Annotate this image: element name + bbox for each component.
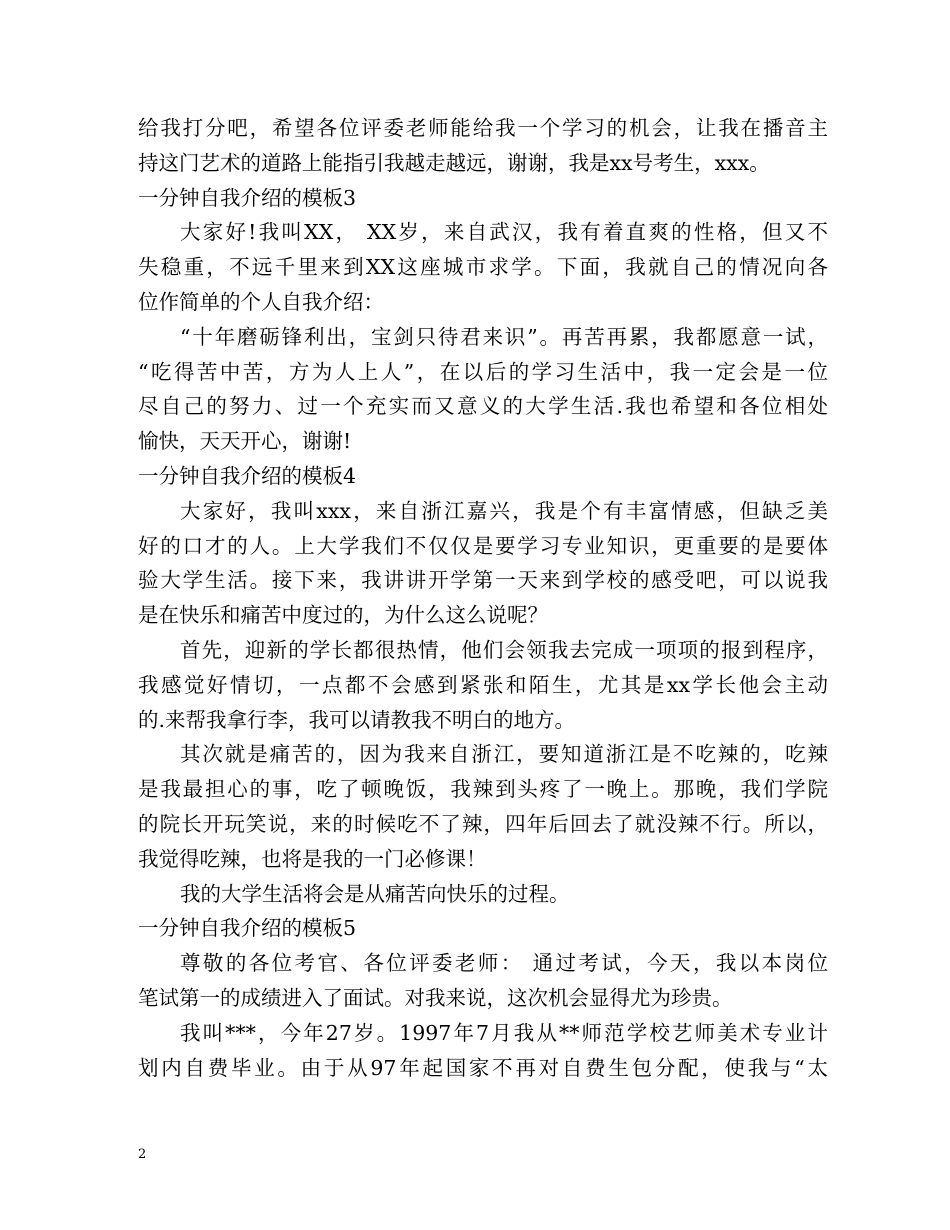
- paragraph-line: 位作简单的个人自我介绍：: [138, 289, 384, 314]
- paragraph-line: 的院长开玩笑说，来的时候吃不了辣，四年后回去了就没辣不行。所以，: [138, 811, 828, 836]
- paragraph-line: 划内自费毕业。由于从97年起国家不再对自费生包分配，使我与“太: [138, 1055, 828, 1080]
- paragraph-line: 好的口才的人。上大学我们不仅仅是要学习专业知识，更重要的是要体: [138, 533, 828, 558]
- paragraph-line: 首先，迎新的学长都很热情，他们会领我去完成一项项的报到程序，: [180, 637, 828, 662]
- paragraph-line: 我叫***，今年27岁。1997年7月我从**师范学校艺师美术专业计: [180, 1020, 828, 1045]
- paragraph-line: 我的大学生活将会是从痛苦向快乐的过程。: [180, 881, 570, 906]
- paragraph-line: “十年磨砺锋利出，宝剑只待君来识”。再苦再累，我都愿意一试，: [180, 324, 828, 349]
- paragraph-line: 大家好，我叫xxx，来自浙江嘉兴，我是个有丰富情感，但缺乏美: [180, 498, 828, 523]
- section-heading: 一分钟自我介绍的模板5: [138, 916, 357, 941]
- paragraph-line: 是在快乐和痛苦中度过的，为什么这么说呢？: [138, 603, 548, 628]
- paragraph-line: 尊敬的各位考官、各位评委老师： 通过考试，今天，我以本岗位: [180, 951, 828, 976]
- section-heading: 一分钟自我介绍的模板3: [138, 185, 357, 210]
- section-heading: 一分钟自我介绍的模板4: [138, 463, 357, 488]
- paragraph-line: “吃得苦中苦，方为人上人”，在以后的学习生活中，我一定会是一位: [138, 359, 828, 384]
- paragraph-line: 其次就是痛苦的，因为我来自浙江，要知道浙江是不吃辣的，吃辣: [180, 742, 828, 767]
- paragraph-line: 笔试第一的成绩进入了面试。对我来说，这次机会显得尤为珍贵。: [138, 985, 733, 1010]
- paragraph-line: 失稳重，不远千里来到XX这座城市求学。下面，我就自己的情况向各: [138, 255, 828, 280]
- paragraph-line: 是我最担心的事，吃了顿晚饭，我辣到头疼了一晚上。那晚，我们学院: [138, 777, 828, 802]
- paragraph-line: 的.来帮我拿行李，我可以请教我不明白的地方。: [138, 707, 576, 732]
- paragraph-line: 我感觉好情切，一点都不会感到紧张和陌生，尤其是xx学长他会主动: [138, 672, 828, 697]
- paragraph-line: 尽自己的努力、过一个充实而又意义的大学生活.我也希望和各位相处: [138, 394, 828, 419]
- paragraph-line: 给我打分吧，希望各位评委老师能给我一个学习的机会，让我在播音主: [138, 116, 828, 140]
- page-number: 2: [138, 1147, 147, 1162]
- paragraph-line: 验大学生活。接下来，我讲讲开学第一天来到学校的感受吧，可以说我: [138, 568, 828, 593]
- paragraph-line: 我觉得吃辣，也将是我的一门必修课！: [138, 846, 487, 871]
- document-body: [138, 111, 828, 1085]
- paragraph-line: 愉快，天天开心，谢谢!: [138, 429, 352, 454]
- paragraph-line: 大家好!我叫XX， XX岁，来自武汉，我有着直爽的性格，但又不: [180, 220, 828, 245]
- paragraph-line: 持这门艺术的道路上能指引我越走越远，谢谢，我是xx号考生，xxx。: [138, 150, 770, 175]
